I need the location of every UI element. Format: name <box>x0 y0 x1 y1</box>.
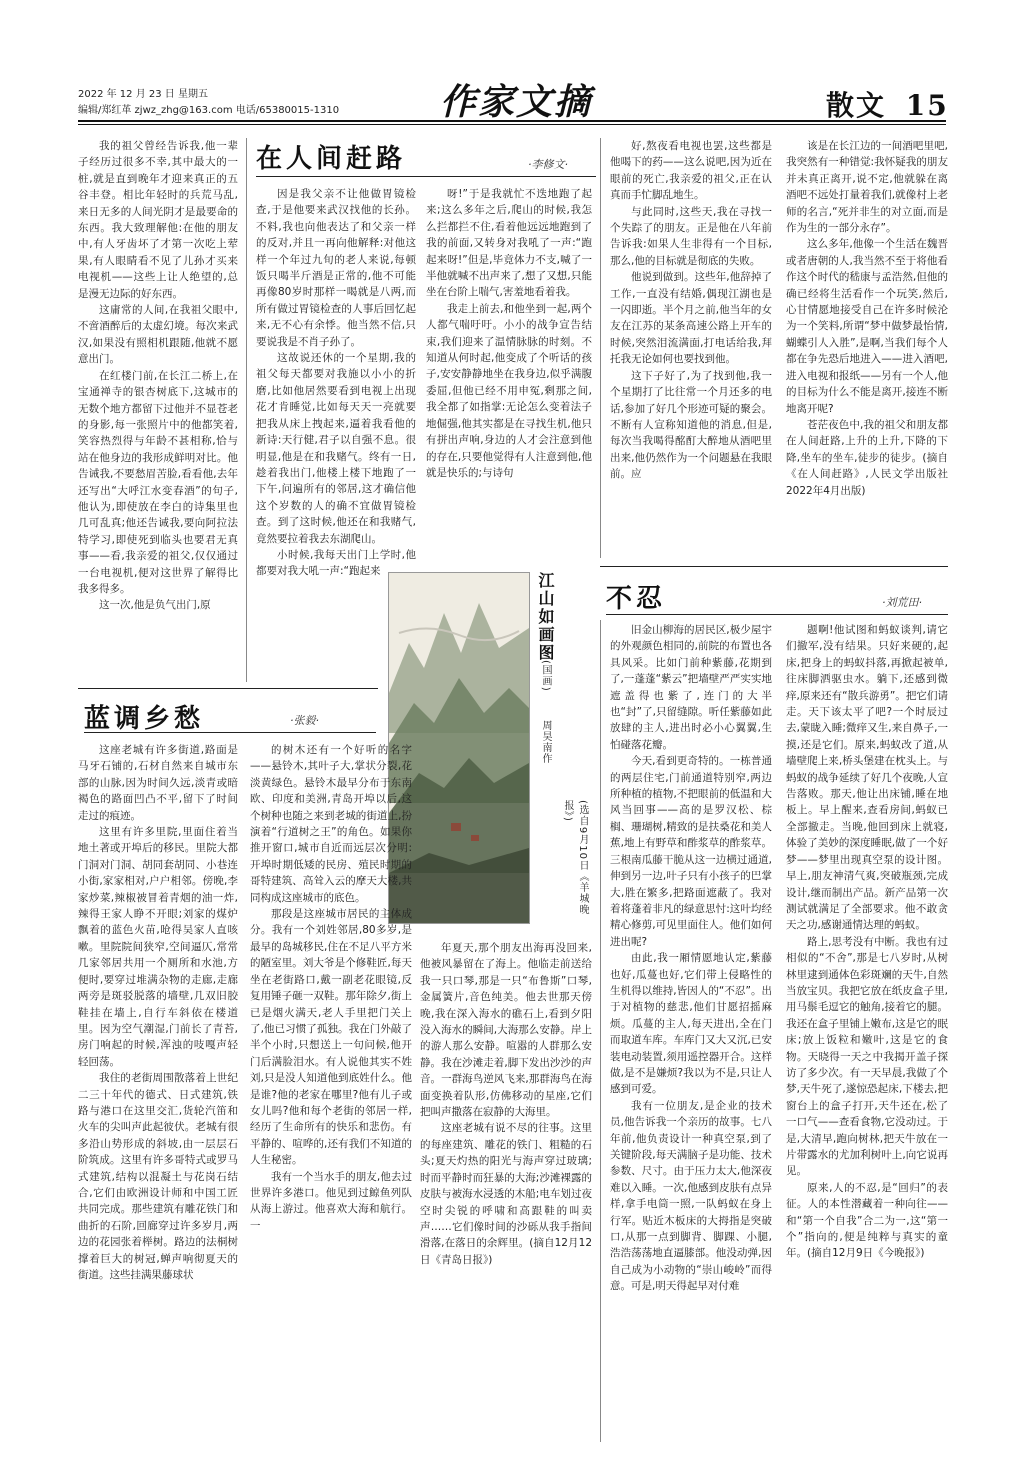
paragraph: 由此,我一厢情愿地认定,紫藤也好,瓜蔓也好,它们带上侵略性的生机得以维持,皆因人的“不忍”。出于对植物的慈悲,他们甘愿招摇麻烦。瓜蔓的主人,每天进出,全在门而取道车库。车库门又大又沉,已安装电动装置,须用遥控器开合。这样做,是不是嫌烦?我以为不是,只让人感到可爱。 <box>610 952 772 1096</box>
paragraph: 题啊!他试图和蚂蚁谈判,请它们撤军,没有结果。只好来硬的,起床,把身上的蚂蚁抖落,再掀起被单,往床脚洒驱虫水。躺下,还感到微痒,原来还有“散兵游勇”。把它们请走。天下该太平了吧?一个时辰过去,蒙眬入睡;微痒又生,来自鼻子,一摸,还是它们。原来,蚂蚁改了道,从墙壁爬上来,桥头堡建在枕头上。与蚂蚁的战争延续了好几个夜晚,人宣告落败。那天,他让出床铺,睡在地板上。早上醒来,查看房间,蚂蚁已全部撤走。当晚,他回到床上就寝,体验了美妙的深度睡眠,做了一个好梦——梦里出现真空泵的设计图。早上,朋友神清气爽,突破瓶颈,完成设计,继而制出产品。新产品第一次测试就满足了全部要求。他不敢贪天之功,感谢通情达理的蚂蚁。 <box>786 624 948 932</box>
paragraph: 这一次,他是负气出门,原 <box>99 599 211 612</box>
column-divider <box>600 138 601 558</box>
article-author-renjian: ·李修文· <box>528 158 568 171</box>
paragraph: 路上,思考没有中断。我也有过相似的“不舍”,那是七八岁时,从树林里逮到通体色彩斑斓的天牛,自然当放宝贝。我把它放在纸皮盒子里,用马鬃毛逗它的触角,接着它的腿。我还在盒子里铺上嫩布,这是它的眠床;放上饭粒和嫩叶,这是它的食物。天晓得一天之中我揭开盖子探访了多少次。有一天早晨,我做了个梦,天牛死了,遂惊恐起床,下楼去,把窗台上的盒子打开,天牛还在,松了一口气——查看食物,它没动过。于是,大清早,跑向树林,把天牛放在一片带露水的尤加利树叶上,向它说再见。 <box>786 935 948 1178</box>
paragraph: 这座老城有说不尽的往事。这里的每座建筑、雕花的铁门、粗糙的石头;夏天灼热的阳光与海声穿过玻璃;时而平静时而狂暴的大海;沙滩裸露的皮肤与被海水浸透的木船;电车划过夜空时尖锐的呼啸和高跟鞋的叫卖声……它们像时间的沙砾从我手指间滑落,在落日的余辉里。(摘自12月12日《青岛日报》) <box>420 1122 592 1266</box>
article-lantiao-col2 <box>250 742 412 1442</box>
paragraph: 今天,看到更奇特的。一栋普通的两层住宅,门前通道特别窄,两边所种植的植物,不把眼前的低温和大风当回事——高的是罗汉松、棕榈、珊瑚树,精致的是扶桑花和美人蕉,地上有野草和酢浆草的酢浆草。三根南瓜藤干脆从这一边横过通道,伸到另一边,叶子只有小孩子的巴掌大,胜在繁多,把路面遮蔽了。我对着将蓬着非凡的绿意思忖:这叶均经精心修剪,可见里面住人。他们如何进出呢? <box>610 755 772 948</box>
section-title <box>826 84 949 124</box>
paragraph: 我的祖父曾经告诉我,他一辈子经历过很多不幸,其中最大的一桩,就是直到晚年才迎来真正的五谷丰登。相比年轻时的兵荒马乱,来日无多的人间光阴才是最要命的东西。我大致理解他:在他的朋友中,有人牙齿坏了才第一次吃上荤果,有人眼睛看不见了儿孙才买来电视机——这些上让人绝望的,总是漫无边际的好东西。 <box>78 140 238 300</box>
article-lantiao-col1 <box>78 742 238 1442</box>
article-author-buren: ·刘荒田· <box>882 596 922 609</box>
article-author-lantiao: ·张毅· <box>290 714 319 727</box>
article-title-lantiao: 蓝调乡愁 <box>84 704 205 734</box>
masthead-rule-thin <box>78 124 946 125</box>
paragraph: 我走上前去,和他坐到一起,两个人都气喘吁吁。小小的战争宣告结束,我们迎来了温情脉脉的时刻。不知道从何时起,他变成了个听话的孩子,安安静静地坐在我身边,似乎满腹委屈,但他已经不用申冤,剩那之间,我全都了如指掌:无论怎么变着法子地倔强,他其实都是在寻找生机,他只有拼出声响,身边的人才会注意到他的存在,只要他觉得有人注意到他,他就是快乐的;与诗句 <box>426 302 592 479</box>
section-divider <box>78 688 378 689</box>
paragraph: 我有一位朋友,是企业的技术员,他告诉我一个亲历的故事。七八年前,他负责设计一种真空泵,到了关键阶段,每天满脑子是功能、技术参数、尺寸。由于压力太大,他深夜难以入睡。一次,他感到皮肤有点异样,拿手电筒一照,一队蚂蚁在身上行军。贴近木板床的大拇指是突破口,从那一点到脚背、脚踝、小腿,浩浩荡荡地直逼膝部。他没动弹,因自己成为小动物的“崇山峻岭”而得意。可是,明天得起早对付难 <box>610 1099 772 1293</box>
article-title-buren: 不忍 <box>606 584 667 614</box>
masthead-rule <box>78 120 946 122</box>
brand-logo: 作家文摘 <box>440 81 593 123</box>
title-underline <box>606 614 948 615</box>
paragraph: 原来,人的不忍,是“回归”的表征。人的本性潜藏着一种向往——和“第一个自我”合二为一,这“第一个”指向的,便是纯粹与真实的童年。(摘自12月9日《今晚报》) <box>786 1181 948 1260</box>
article-renjian-col3 <box>426 186 592 566</box>
editor-contact: 编辑/郑红革 zjwz_zhg@163.com 电话/65380015-1310 <box>78 105 340 116</box>
paragraph: 我有一个当水手的朋友,他去过世界许多港口。他见到过鲸鱼列队从海上游过。他喜欢大海和航行。一 <box>250 1170 412 1232</box>
article-buren-col1 <box>610 622 772 1442</box>
article-renjian-col5 <box>786 138 948 558</box>
paragraph: 那段是这座城市居民的主体成分。我有一个刘姓邻居,80多岁,是最早的岛城移民,住在不足八平方米的陋室里。刘大爷是个修鞋匠,每天坐在老街路口,戴一副老花眼镜,反复用锤子砸一双鞋。那年除夕,街上已是烟火满天,老人手里把门关上了,他已习惯了孤独。我在门外敲了半个小时,只想送上一句问候,他开门后满脸泪水。有人说他其实不姓刘,只是没人知道他到底姓什么。他是谁?他的老家在哪里?他有儿子或女儿吗?他和每个老街的邻居一样,经历了生命所有的快乐和悲伤。有平静的、喧哗的,还有我们不知道的人生秘密。 <box>250 908 412 1167</box>
paragraph: 该是在长江边的一间酒吧里吧,我突然有一种错觉:我怀疑我的朋友并未真正离开,说不定,他就躲在离酒吧不远处打量着我们,就像村上老师的名言,“死并非生的对立面,而是作为生的一部分永存”。 <box>786 140 948 235</box>
issue-date: 2022 年 12 月 23 日 星期五 <box>78 89 208 100</box>
article-renjian-col4 <box>610 138 772 558</box>
article-renjian-col1 <box>78 138 238 682</box>
paragraph: 这么多年,他像一个生活在魏晋或者唐朝的人,我当然不至于将他看作这个时代的嵇康与孟浩然,但他的确已经将生活看作一个玩笑,然后,心甘情愿地接受自己在许多时候沦为一个笑料,所谓“梦中做梦最怡情,蝴蝶引人入胜”,是啊,当我们每个人都在争先恐后地进入——进入酒吧,进入电视和报纸——另有一个人,他的目标为什么不能是离开,接连不断地离开呢? <box>786 238 948 415</box>
paragraph: 年夏天,那个朋友出海再没回来,他被风暴留在了海上。他临走前送给我一只口琴,那是一只“布鲁斯”口琴,金属簧片,音色纯美。他去世那天傍晚,我在深入海水的礁石上,看到夕阳没入海水的瞬间,大海那么安静。岸上的游人那么安静。喧嚣的人群那么安静。我在沙滩走着,脚下发出沙沙的声音。一群海鸟逆风飞来,那群海鸟在海面变换着队形,仿佛移动的星座,它们把叫声撒落在寂静的大海里。 <box>420 942 592 1119</box>
paragraph: 这庸常的人间,在我祖父眼中,不啻酒醉后的太虚幻境。每次来武汉,如果没有照相机跟随,他就不愿意出门。 <box>78 304 238 366</box>
paragraph: 因是我父亲不让他做胃镜检查,于是他要来武汉找他的长孙。不料,我也向他表达了和父亲一样的反对,并且一再向他解释:对他这样一个年过九旬的老人来说,每顿饭只喝半斤酒是正常的,他不可能再像80岁时那样一喝就是八两,而所有做过胃镜检查的人事后回忆起来,无不心有余悸。他当然不信,只要说我是不肖子孙了。 <box>256 188 416 348</box>
section-name: 散文 <box>826 89 887 122</box>
paragraph: 好,熬夜看电视也罢,这些都是他喝下的药——这么说吧,因为近在眼前的死亡,我亲爱的祖父,正在认真而手忙脚乱地生。 <box>610 140 772 202</box>
paragraph: 在红楼门前,在长江二桥上,在宝通禅寺的银杏树底下,这城市的无数个地方都留下过他并不显苍老的身影,每一张照片中的他都笑着,笑容热烈得与年龄不甚相称,恰与站在他身边的我形成鲜明对比。他告诫我,不要愁眉苦脸,看看他,去年还写出“大呼江水变春酒”的句子,他认为,即使放在李白的诗集里也几可乱真;他还告诫我,要向阿拉法特学习,即使死到临头也要君无真事——看,我亲爱的祖父,仅仅通过一台电视机,便对这世界了解得比我多得多。 <box>78 369 238 595</box>
article-lantiao-col3 <box>420 940 592 1442</box>
column-divider <box>600 620 601 1442</box>
paragraph: 苍茫夜色中,我的祖父和朋友都在人间赶路,上升的上升,下降的下降,坐车的坐车,徒步的徒步。(摘自《在人间赶路》,人民文学出版社2022年4月出版) <box>786 418 948 497</box>
section-divider <box>600 566 948 567</box>
paragraph: 我住的老街周围散落着上世纪二三十年代的德式、日式建筑,铁路与港口在这里交汇,货轮汽笛和火车的尖叫声此起彼伏。老城有很多沿山势形成的斜坡,由一层层石阶筑成。这里有许多哥特式或罗马式建筑,结构以混凝土与花岗石结合,它们由欧洲设计师和中国工匠共同完成。那些建筑有雕花铁门和曲折的石阶,回廊穿过许多岁月,两边的花园张着榉树。路边的法桐树撑着巨大的树冠,蝉声响彻夏天的街道。这些挂满果藤球状 <box>78 1072 238 1281</box>
article-title-renjian: 在人间赶路 <box>256 144 407 174</box>
column-divider <box>246 138 247 682</box>
article-buren-col2 <box>786 622 948 1442</box>
artwork-source: (选自9月10日《羊城晚报》) <box>562 800 588 915</box>
artwork-medium: (国画) <box>540 660 551 692</box>
page-number: 15 <box>905 89 949 122</box>
title-underline <box>256 176 596 177</box>
paragraph: 他说到做到。这些年,他辞掉了工作,一直没有结婚,偶现江湖也是一闪即逝。半个月之前,他当年的女友在江苏的某条高速公路上开车的时候,突然泪流满面,打电话给我,拜托我无论如何也要找到他。 <box>610 271 772 366</box>
artwork-artist: 周昊南作 <box>540 720 551 764</box>
paragraph: 呀!”于是我就忙不迭地跑了起来;这么多年之后,爬山的时候,我怎么拦都拦不住,看着他远远地跑到了我的前面,又转身对我吼了一声:“跑起来呀!”但是,毕竟体力不支,喊了一半他就喊不出声来了,想了又想,只能坐在台阶上喘气,害羞地看着我。 <box>426 188 592 299</box>
paragraph: 这里有许多里院,里面住着当地土著或开埠后的移民。里院大都门洞对门洞、胡同套胡同、小巷连小街,家家相对,户户相邻。傍晚,李家炒菜,辣椒被冒着青烟的油一炸,辣得王家人睁不开眼;刘家的煤炉飘着的蓝色火苗,呛得吴家人直咳嗽。里院院间狭窄,空间逼仄,常常几家邻居共用一个厕所和水池,方便时,要穿过堆满杂物的走廊,走廊两旁是斑驳脱落的墙壁,几双旧胶鞋挂在墙上,自行车斜依在楼道里。因为空气潮湿,门前长了青苔,房门响起的时候,浑浊的吱嘎声轻轻回荡。 <box>78 826 238 1068</box>
paragraph: 与此同时,这些天,我在寻找一个失踪了的朋友。正是他在八年前告诉我:如果人生非得有一个目标,那么,他的目标就是彻底的失败。 <box>610 205 772 267</box>
artwork-title: 江山如画图 <box>536 572 555 662</box>
paragraph: 这故说还休的一个星期,我的祖父每天都要对我施以小小的折磨,比如他居然要看到电视上出现花才肯睡觉,比如每天天一亮就要把我从床上拽起来,逼着我看他的新诗:天行健,君子以自强不息。很明显,他是在和我赌气。终有一日,趁着我出门,他楼上楼下地跑了一下午,问遍所有的邻居,这才确信他这个岁数的人的确不宜做胃镜检查。到了这时候,他还在和我赌气,竟然要拉着我去东湖爬山。 <box>256 352 416 545</box>
paragraph: 旧金山柳海的居民区,极少屋宇的外观颜色相同的,前院的布置也各具风采。比如门前种紫藤,花期到了,一蓬蓬“紫云”把墙壁严严实实地遮盖得也紫了,连门的大半也“封”了,只留缝隙。听任紫藤如此放肆的主人,进出时必小心翼翼,生怕碰落花瓣。 <box>610 624 772 751</box>
paragraph: 小时候,我每天出门上学时,他都要对我大吼一声:“跑起来 <box>256 548 416 578</box>
paragraph: 这座老城有许多街道,路面是马牙石铺的,石材自然来自城市东部的山脉,因为时间久远,淡青或暗褐色的路面凹凸不平,留下了时间走过的痕迹。 <box>78 744 238 822</box>
paragraph: 的树木还有一个好听的名字——悬铃木,其叶子大,掌状分裂,花淡黄绿色。悬铃木最早分布于东南欧、印度和美洲,青岛开埠以后,这个树种也随之来到老城的街道上,扮演着“行道树之王”的角色。如果你推开窗口,城市自近而远层次分明:开埠时期低矮的民房、殖民时期的哥特建筑、高耸入云的摩天大楼,共同构成这座城市的底色。 <box>250 744 412 904</box>
paragraph: 这下子好了,为了找到他,我一个星期打了比往常一个月还多的电话,参加了好几个形迹可疑的聚会。不断有人宣称知道他的消息,但是,每次当我喝得酩酊大醉地从酒吧里出来,他仍然作为一个问题悬在我眼前。应 <box>610 369 772 481</box>
title-underline <box>84 732 376 733</box>
